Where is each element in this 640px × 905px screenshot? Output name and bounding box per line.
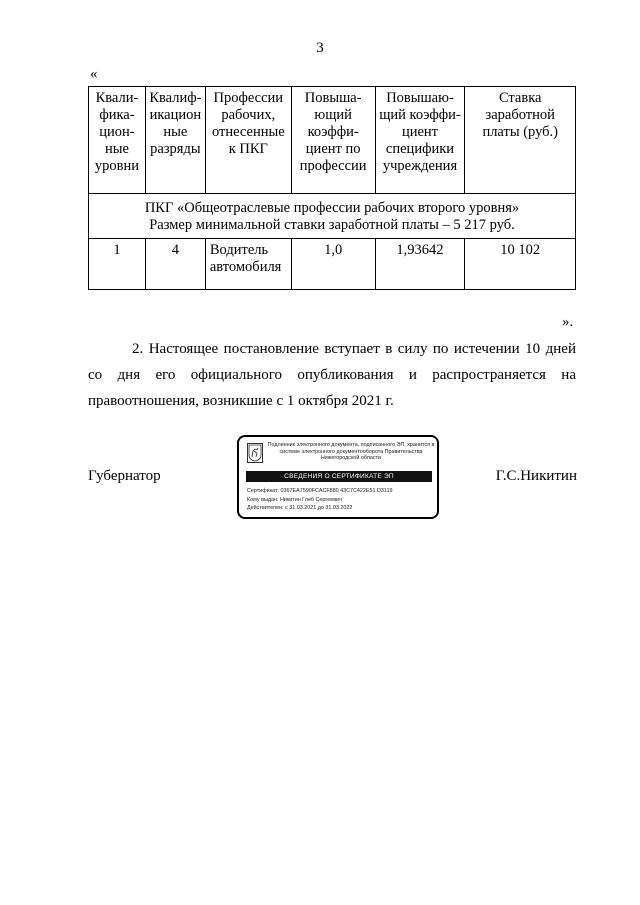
table-group-row (89, 194, 576, 239)
pkg-table (88, 86, 576, 290)
header-worker-professions: Профессии рабочих, отнесенные к ПКГ (205, 87, 291, 194)
cell-profession-coefficient: 1,0 (291, 239, 375, 290)
cell-pay-rate: 10 102 (465, 239, 576, 290)
header-qualification-levels: Квали-фика-цион-ные уровни (89, 87, 146, 194)
header-institution-coefficient: Повышаю-щий коэффи-циент специфики учреждения (375, 87, 465, 194)
stamp-header: Подлинник электронного документа, подписанного ЭП, хранится в системе электронного документооборота Правительства Нижегородской области (267, 442, 435, 462)
stamp-certificate: Сертификат: 0367EA7590FCACF880 43C7C422E51 D3119 (247, 488, 393, 494)
cell-grade: 4 (145, 239, 205, 290)
table-row (89, 239, 576, 290)
header-pay-rate: Ставка заработной платы (руб.) (465, 87, 576, 194)
stamp-details (247, 487, 435, 513)
cell-profession: Водитель автомобиля (205, 239, 291, 290)
open-quote: « (90, 66, 98, 82)
stamp-validity: Действителен: с 31.03.2021 до 31.03.2022 (247, 505, 353, 511)
stamp-title-bar: СВЕДЕНИЯ О СЕРТИФИКАТЕ ЭП (246, 471, 432, 482)
stamp-owner: Кому выдан: Никитин Глеб Сергеевич (247, 496, 342, 503)
group-min-rate: Размер минимальной ставки заработной платы – 5 217 руб. (149, 217, 515, 233)
header-qualification-grades: Квалиф-икацион ные разряды (145, 87, 205, 194)
signatory-name: Г.С.Никитин (495, 468, 577, 484)
signatory-title: Губернатор (88, 468, 161, 484)
e-signature-stamp (237, 435, 439, 519)
header-profession-coefficient: Повыша-ющий коэффи-циент по профессии (291, 87, 375, 194)
close-quote: ». (562, 314, 574, 330)
body-paragraph: 2. Настоящее постановление вступает в силу по истечении 10 дней со дня его официального опубликования и распространяется на правоотношения, возникшие с 1 октября 2021 г. (88, 341, 576, 409)
cell-level: 1 (89, 239, 146, 290)
group-title: ПКГ «Общеотраслевые профессии рабочих второго уровня» (144, 200, 520, 216)
coat-of-arms-icon (247, 443, 263, 463)
group-cell (89, 194, 576, 239)
cell-institution-coefficient: 1,93642 (375, 239, 465, 290)
page-number: 3 (316, 40, 324, 56)
table-header-row (89, 87, 576, 194)
